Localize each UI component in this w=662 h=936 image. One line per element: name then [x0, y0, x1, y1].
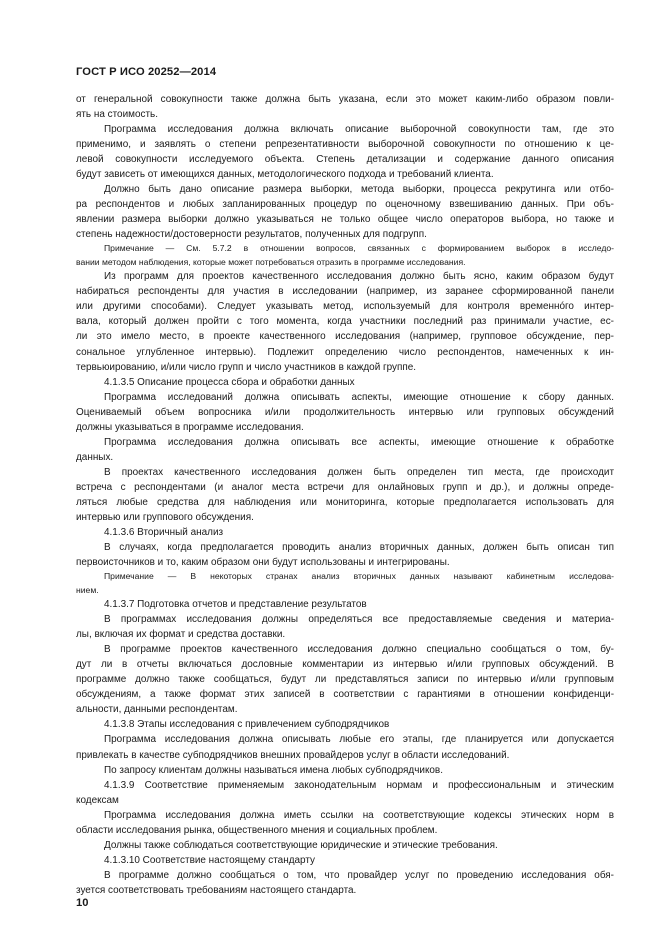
- text-line: Примечание — См. 5.7.2 в отношении вопросов, связанных с формированием выборок в исследо-: [104, 243, 614, 254]
- text-line: Программа исследования должна включать описание выборочной совокупности там, где это: [104, 124, 614, 136]
- paragraph: [76, 642, 614, 717]
- paragraph: [76, 597, 614, 612]
- text-line: Примечание — В некоторых странах анализ вторичных данных называют кабинетным исследова-: [104, 571, 614, 582]
- text-line: программе должно также сообщаться, будут ли представляться записи по интервью и/или групповым: [76, 674, 614, 686]
- text-line: левой совокупности исследуемого объекта. Степень детализации и содержание данного описания: [76, 154, 614, 166]
- paragraph: [76, 808, 614, 838]
- paragraph: [76, 390, 614, 435]
- text-line: ли это имело место, в проекте качественного исследования (например, групповое обсуждение, пер-: [76, 331, 614, 343]
- text-line: ляться любые средства для наблюдения или мониторинга, которые предполагается использовать для: [76, 496, 614, 508]
- paragraph: [76, 612, 614, 642]
- text-line: Программа исследования должна описывать все аспекты, имеющие отношение к обработке: [104, 436, 614, 448]
- text-line: Из программ для проектов качественного исследования должно быть ясно, каким образом будут: [104, 271, 614, 283]
- page-header: ГОСТ Р ИСО 20252—2014: [76, 66, 217, 78]
- text-line: степень надежности/достоверности результатов, полученных для подгрупп.: [76, 229, 427, 241]
- text-line: первоисточников и то, каким образом они будут использованы и интегрированы.: [76, 557, 450, 569]
- text-line: 4.1.3.5 Описание процесса сбора и обработки данных: [104, 376, 355, 388]
- text-line: В программе должно сообщаться о том, что провайдер услуг по проведению исследования обя-: [104, 869, 614, 881]
- text-line: В случаях, когда предполагается проводить анализ вторичных данных, должен быть описан тип: [104, 542, 614, 554]
- paragraph: [76, 375, 614, 390]
- paragraph: [76, 778, 614, 808]
- text-line: данных.: [76, 451, 114, 463]
- text-line: В программе проектов качественного исследования должно специально сообщаться о том, бу-: [104, 644, 614, 656]
- text-line: явлении размера выборки должно указываться не только общее число операторов выбора, но также и: [76, 214, 614, 226]
- paragraph: [76, 269, 614, 374]
- text-line: 4.1.3.9 Соответствие применяемым законодательным нормам и профессиональным и этическим: [104, 779, 614, 791]
- text-line: области исследования рынка, общественного мнения и социальных проблем.: [76, 824, 438, 836]
- document-body: [76, 92, 614, 898]
- text-line: Оцениваемый объем вопросника и/или продолжительность интервью или групповых обсуждений: [76, 406, 614, 418]
- text-line: Должно быть дано описание размера выборки, метода выборки, процесса рекрутинга или отбо-: [104, 184, 614, 196]
- note-paragraph: [76, 570, 614, 597]
- text-line: дут ли в отчеты включаться дословные комментарии из интервью и/или групповых обсуждений. В: [76, 659, 614, 671]
- text-line: По запросу клиентам должны называться имена любых субподрядчиков.: [104, 764, 443, 776]
- text-line: Программа исследований должна описывать аспекты, имеющие отношение к сбору данных.: [104, 391, 614, 403]
- paragraph: [76, 853, 614, 868]
- text-line: нием.: [76, 584, 99, 595]
- paragraph: [76, 763, 614, 778]
- text-line: В программах исследования должны определяться все предоставляемые сведения и материа-: [104, 614, 614, 626]
- text-line: Должны также соблюдаться соответствующие юридические и этические требования.: [104, 839, 498, 851]
- paragraph: [76, 435, 614, 465]
- text-line: ра респондентов и любых запланированных процедур по оценочному взвешиванию данных. При объ-: [76, 199, 614, 211]
- text-line: ять на стоимость.: [76, 109, 158, 121]
- text-line: интервью или группового обсуждения.: [76, 512, 254, 524]
- paragraph: [76, 540, 614, 570]
- paragraph: [76, 122, 614, 182]
- paragraph: [76, 732, 614, 762]
- text-line: 4.1.3.8 Этапы исследования с привлечением субподрядчиков: [104, 719, 390, 731]
- text-line: привлекать в качестве субподрядчиков внешних провайдеров услуг в области исследований.: [76, 749, 510, 761]
- text-line: 4.1.3.10 Соответствие настоящему стандарту: [104, 854, 315, 866]
- text-line: лы, включая их формат и средства доставки.: [76, 629, 286, 641]
- text-line: Программа исследования должна иметь ссылки на соответствующие кодексы этических норм в: [104, 809, 614, 821]
- document-page: [76, 0, 614, 936]
- paragraph: [76, 717, 614, 732]
- paragraph: [76, 465, 614, 525]
- text-line: или другими способами). Следует указывать метод, используемый для контроля временнóго интер-: [76, 301, 614, 313]
- text-line: зуется соответствовать требованиям настоящего стандарта.: [76, 884, 357, 896]
- paragraph: [76, 92, 614, 122]
- text-line: применимо, и заявлять о степени репрезентативности выборочной совокупности по отношению к це-: [76, 139, 614, 151]
- text-line: альности, данными респондентам.: [76, 704, 238, 716]
- text-line: 4.1.3.6 Вторичный анализ: [104, 527, 224, 539]
- text-line: встреча с респондентами (и аналог места встречи для онлайновых групп и др.), и должны опреде-: [76, 481, 614, 493]
- note-paragraph: [76, 242, 614, 269]
- text-line: будут зависеть от имеющихся данных, методологического подхода и требований клиента.: [76, 169, 494, 181]
- paragraph: [76, 525, 614, 540]
- text-line: тервьюированию, и/или число групп и число участников в каждой группе.: [76, 361, 417, 373]
- text-line: обсуждениям, а также формат этих записей в соответствии с гарантиями в отношении конфиденци-: [76, 689, 614, 701]
- text-line: вала, который должен пройти с того момента, когда участники последний раз принимали участие, ес-: [76, 316, 614, 328]
- paragraph: [76, 838, 614, 853]
- text-line: кодексам: [76, 794, 119, 806]
- text-line: набираться респонденты для участия в исследовании (например, из заранее сформированной панели: [76, 286, 614, 298]
- text-line: сональное углубленное интервью). Подлежит определению число респондентов, намеченных к ин-: [76, 346, 614, 358]
- text-line: 4.1.3.7 Подготовка отчетов и представление результатов: [104, 599, 367, 611]
- paragraph: [76, 182, 614, 242]
- text-line: должны указываться в программе исследования.: [76, 421, 304, 433]
- text-line: от генеральной совокупности также должна быть указана, если это может каким-либо образом повли-: [76, 94, 614, 105]
- text-line: В проектах качественного исследования должен быть определен тип места, где происходит: [104, 466, 614, 478]
- paragraph: [76, 868, 614, 898]
- page-number: 10: [76, 897, 89, 909]
- text-line: вании методом наблюдения, которые может потребоваться отразить в программе исследования.: [76, 256, 466, 267]
- text-line: Программа исследования должна описывать любые его этапы, где планируется или допускается: [104, 734, 614, 746]
